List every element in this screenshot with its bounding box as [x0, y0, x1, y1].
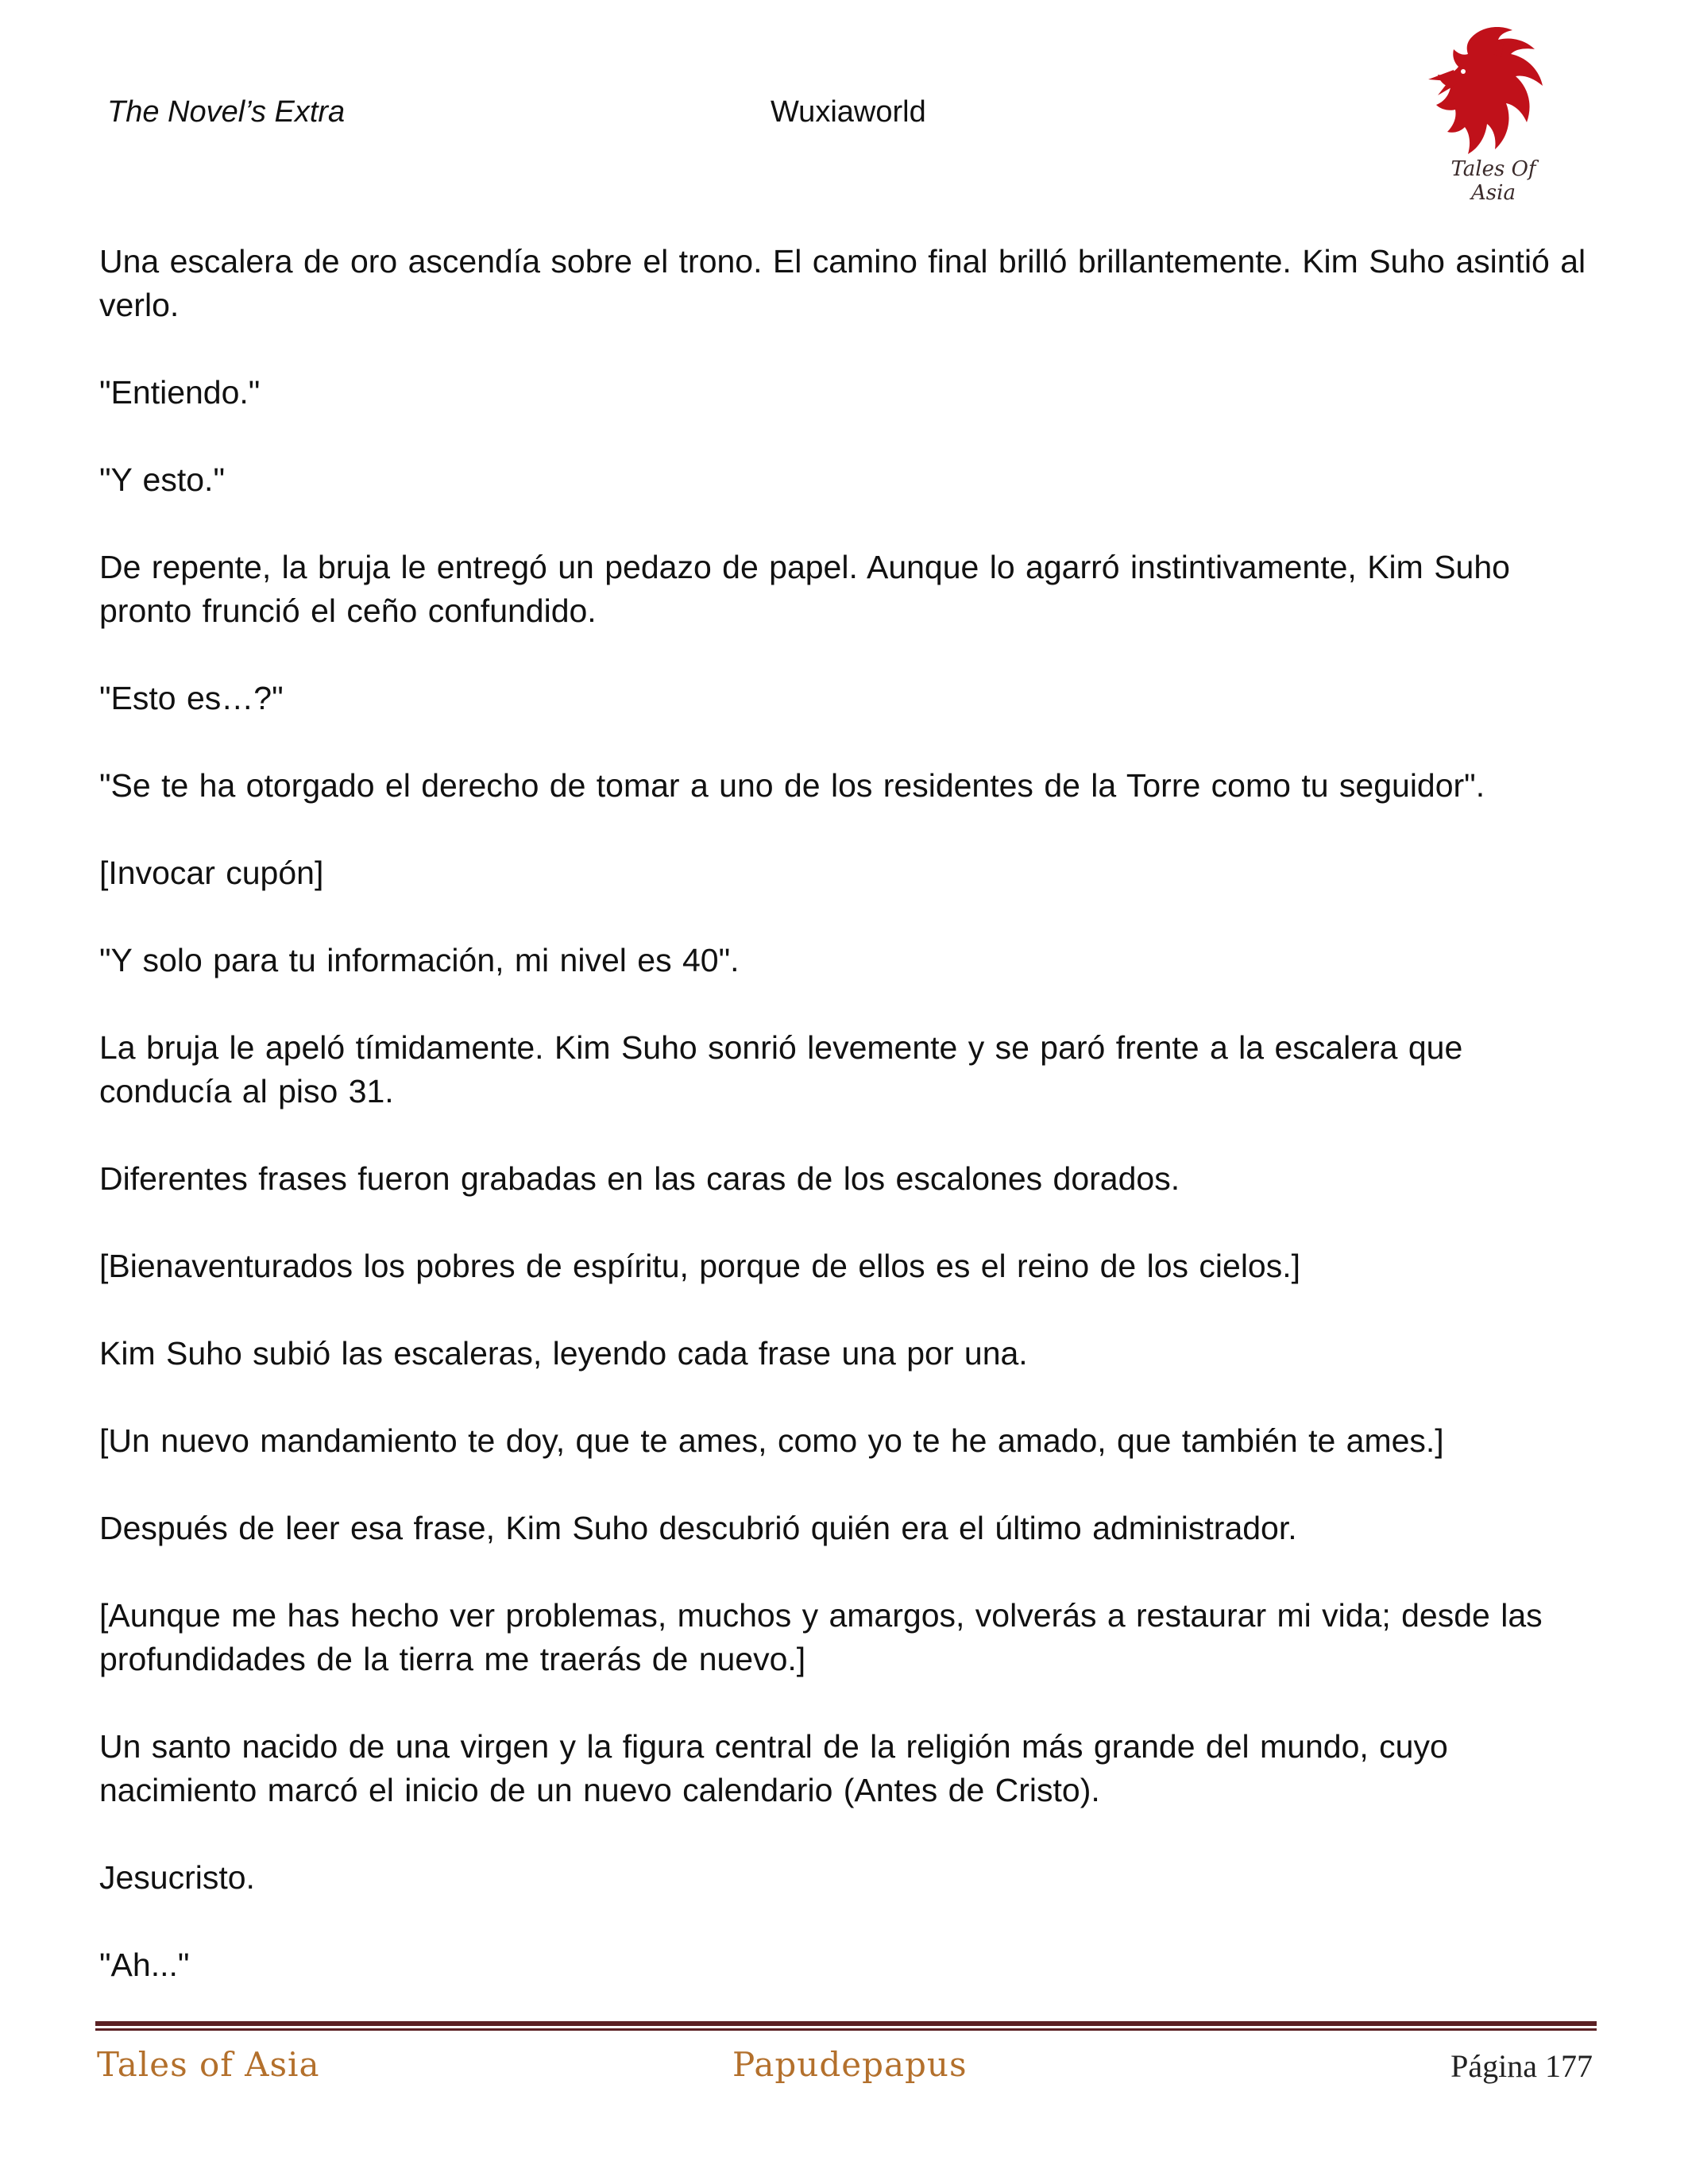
paragraph: "Ah...": [99, 1947, 190, 1983]
paragraph: [Un nuevo mandamiento te doy, que te ames, como yo te he amado, que también te ames.]: [99, 1422, 1444, 1459]
logo-wordmark: Tales Of Asia: [1450, 157, 1536, 205]
paragraph: [Aunque me has hecho ver problemas, muchos y amargos, volverás a restaurar mi vida; desde las profundidades de la tierra me traerás de nuevo.]: [99, 1597, 1543, 1677]
paragraph: "Y solo para tu información, mi nivel es 40".: [99, 942, 740, 978]
page-header: [0, 0, 1688, 206]
paragraph: Kim Suho subió las escaleras, leyendo cada frase una por una.: [99, 1335, 1028, 1372]
novel-title: The Novel’s Extra: [107, 95, 346, 129]
paragraph: Diferentes frases fueron grabadas en las caras de los escalones dorados.: [99, 1160, 1180, 1197]
paragraph: "Y esto.": [99, 461, 225, 498]
page-number: Página 177: [1450, 2048, 1593, 2084]
chapter-body: [99, 240, 1593, 2031]
paragraph: "Se te ha otorgado el derecho de tomar a uno de los residentes de la Torre como tu seguidor".: [99, 767, 1485, 804]
footer-rule-thin: [95, 2028, 1597, 2031]
footer-divider: [95, 2021, 1597, 2032]
paragraph: Después de leer esa frase, Kim Suho descubrió quién era el último administrador.: [99, 1510, 1297, 1546]
footer-rule-thick: [95, 2021, 1597, 2026]
paragraph: Jesucristo.: [99, 1859, 255, 1896]
paragraph: [Bienaventurados los pobres de espíritu, porque de ellos es el reino de los cielos.]: [99, 1248, 1301, 1284]
site-name: Wuxiaworld: [771, 95, 926, 129]
paragraph: La bruja le apeló tímidamente. Kim Suho sonrió levemente y se paró frente a la escalera que conducía al piso 31.: [99, 1029, 1463, 1109]
paragraph: "Esto es…?": [99, 680, 284, 716]
paragraph: [Invocar cupón]: [99, 855, 324, 891]
footer-translator: Papudepapus: [732, 2045, 968, 2084]
footer-publisher: Tales of Asia: [97, 2045, 320, 2084]
paragraph: Un santo nacido de una virgen y la figura central de la religión más grande del mundo, cuyo nacimiento marcó el inicio de un nuevo calendario (Antes de Cristo).: [99, 1728, 1448, 1808]
paragraph: "Entiendo.": [99, 374, 261, 411]
paragraph: De repente, la bruja le entregó un pedazo de papel. Aunque lo agarró instintivamente, Kim Suho pronto frunció el ceño confundido.: [99, 549, 1510, 629]
paragraph: Una escalera de oro ascendía sobre el trono. El camino final brilló brillantemente. Kim Suho asintió al verlo.: [99, 243, 1586, 323]
